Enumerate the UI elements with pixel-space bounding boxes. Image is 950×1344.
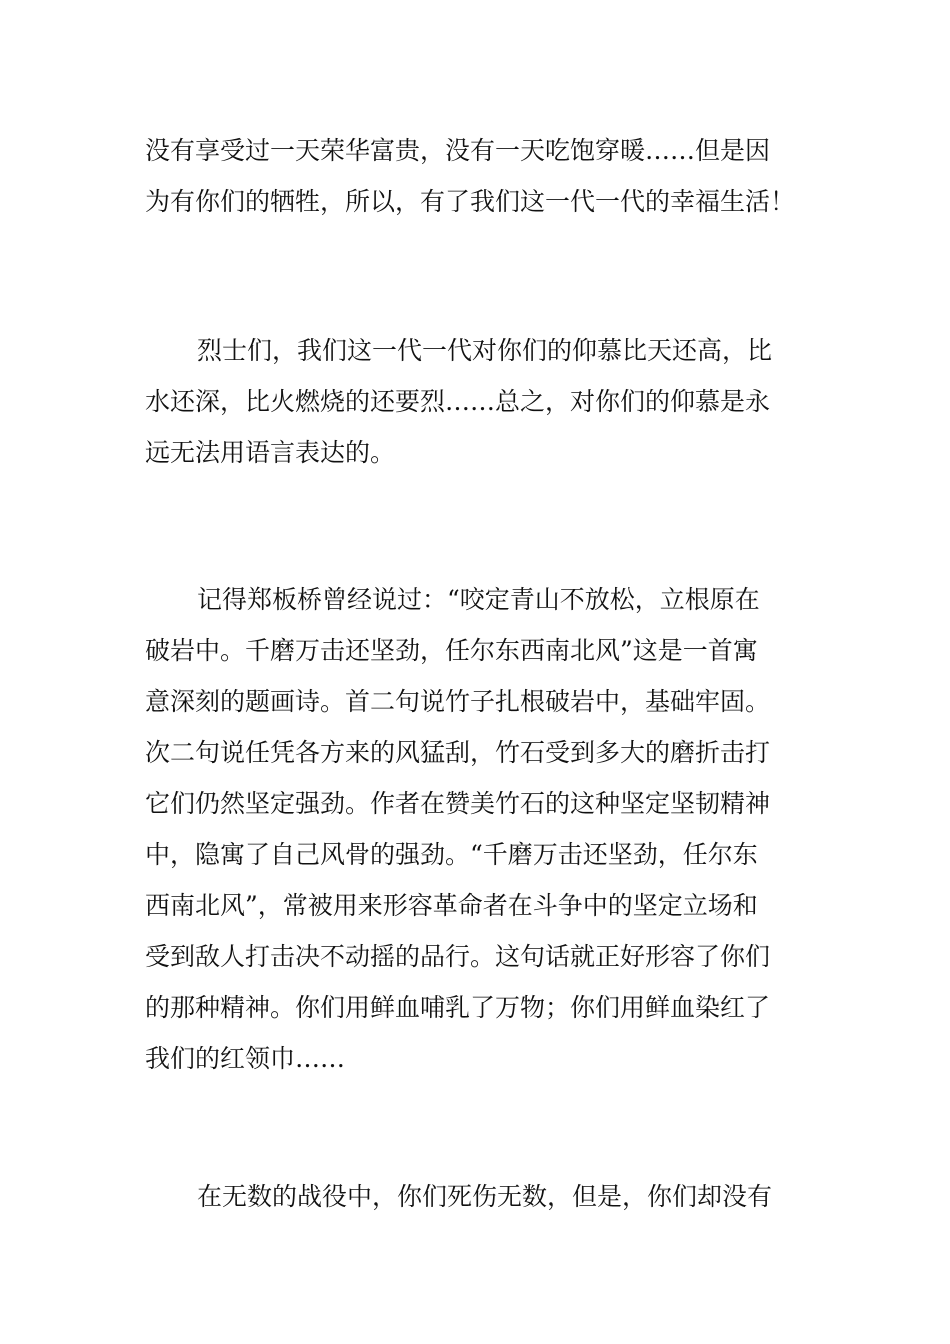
paragraph-3-line-6: 中，隐寓了自己风骨的强劲。“千磨万击还坚劲，任尔东 (145, 840, 758, 869)
paragraph-3-line-7: 西南北风”，常被用来形容革命者在斗争中的坚定立场和 (145, 891, 758, 920)
paragraph-1-line-2: 为有你们的牺牲，所以，有了我们这一代一代的幸福生活！ (145, 187, 796, 216)
paragraph-2-line-3: 远无法用语言表达的。 (145, 438, 396, 467)
paragraph-1-line-1: 没有享受过一天荣华富贵，没有一天吃饱穿暖……但是因 (145, 136, 771, 165)
paragraph-3-line-9: 的那种精神。你们用鲜血哺乳了万物；你们用鲜血染红了 (145, 993, 771, 1022)
paragraph-3-line-1: 记得郑板桥曾经说过：“咬定青山不放松，立根原在 (197, 585, 760, 614)
paragraph-2-line-1: 烈士们，我们这一代一代对你们的仰慕比天还高，比 (197, 336, 773, 365)
paragraph-2-line-2: 水还深，比火燃烧的还要烈……总之，对你们的仰慕是永 (145, 387, 771, 416)
paragraph-3-line-2: 破岩中。千磨万击还坚劲，任尔东西南北风”这是一首寓 (145, 636, 758, 665)
paragraph-4-line-1: 在无数的战役中，你们死伤无数，但是，你们却没有 (197, 1182, 773, 1211)
paragraph-3-line-5: 它们仍然坚定强劲。作者在赞美竹石的这种坚定坚韧精神 (145, 789, 771, 818)
paragraph-3-line-3: 意深刻的题画诗。首二句说竹子扎根破岩中，基础牢固。 (145, 687, 771, 716)
paragraph-3-line-8: 受到敌人打击决不动摇的品行。这句话就正好形容了你们 (145, 942, 771, 971)
paragraph-3-line-10: 我们的红领巾…… (145, 1044, 346, 1073)
paragraph-3-line-4: 次二句说任凭各方来的风猛刮，竹石受到多大的磨折击打 (145, 738, 771, 767)
